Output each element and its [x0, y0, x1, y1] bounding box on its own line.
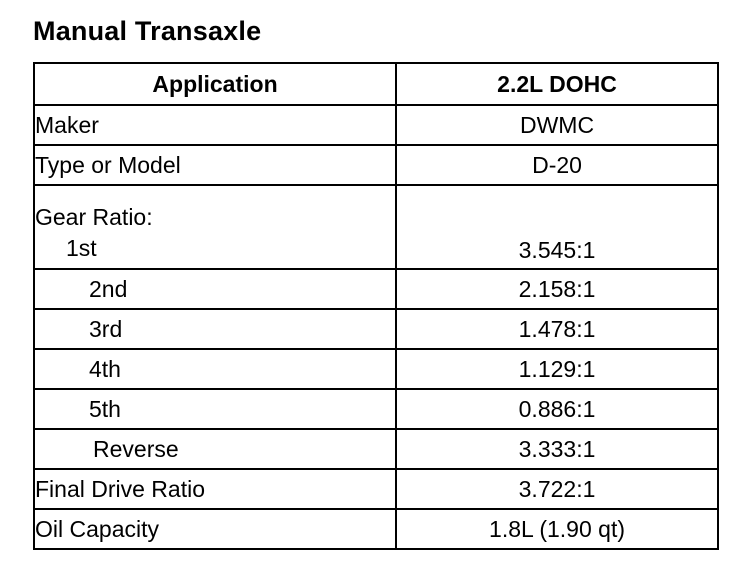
gear-value-reverse: 3.333:1	[396, 429, 718, 469]
gear-value-5th: 0.886:1	[396, 389, 718, 429]
table-row	[34, 105, 718, 145]
gear-value-1st: 3.545:1	[396, 185, 718, 269]
final-drive-label: Final Drive Ratio	[34, 469, 396, 509]
table-row	[34, 429, 718, 469]
gear-label-3rd: 3rd	[34, 309, 396, 349]
type-label: Type or Model	[34, 145, 396, 185]
maker-label: Maker	[34, 105, 396, 145]
gear-label-reverse: Reverse	[34, 429, 396, 469]
table-row	[34, 389, 718, 429]
table-row	[34, 349, 718, 389]
table-row	[34, 145, 718, 185]
gear-ratio-heading: Gear Ratio:	[35, 204, 153, 230]
gear-label-5th: 5th	[34, 389, 396, 429]
table-row	[34, 509, 718, 549]
gear-label-1st: 1st	[66, 235, 97, 261]
type-value: D-20	[396, 145, 718, 185]
table-header-row	[34, 63, 718, 105]
oil-capacity-label: Oil Capacity	[34, 509, 396, 549]
header-application: Application	[34, 63, 396, 105]
table-row	[34, 185, 718, 269]
final-drive-value: 3.722:1	[396, 469, 718, 509]
oil-capacity-value: 1.8L (1.90 qt)	[396, 509, 718, 549]
gear-label-2nd: 2nd	[34, 269, 396, 309]
table-row	[34, 269, 718, 309]
table-row	[34, 469, 718, 509]
gear-label-4th: 4th	[34, 349, 396, 389]
gear-value-4th: 1.129:1	[396, 349, 718, 389]
gear-value-2nd: 2.158:1	[396, 269, 718, 309]
header-engine: 2.2L DOHC	[396, 63, 718, 105]
gear-value-3rd: 1.478:1	[396, 309, 718, 349]
gear-ratio-cell	[34, 185, 396, 269]
spec-table	[33, 62, 719, 550]
page-title: Manual Transaxle	[33, 16, 262, 46]
table-row	[34, 309, 718, 349]
maker-value: DWMC	[396, 105, 718, 145]
